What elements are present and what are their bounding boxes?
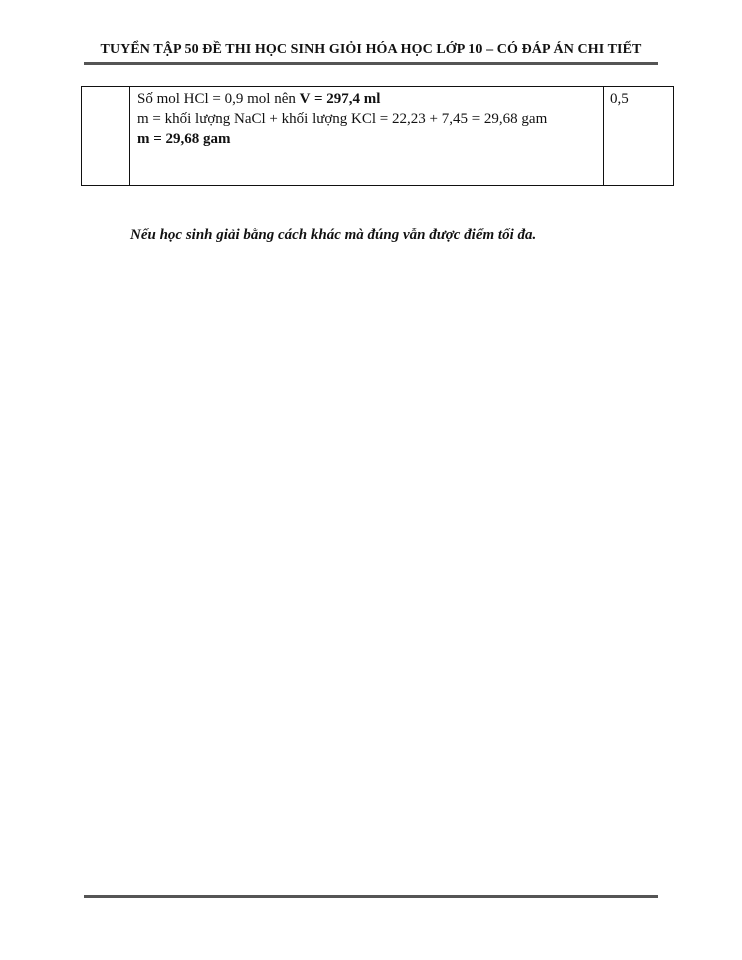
table-row — [82, 87, 674, 186]
index-cell — [82, 87, 130, 186]
answer-line-1-text: Số mol HCl = 0,9 mol nên — [137, 91, 300, 107]
header-divider — [84, 62, 658, 65]
answer-table — [81, 86, 674, 186]
grading-note: Nếu học sinh giải bằng cách khác mà đúng vẫn được điểm tối đa. — [130, 227, 537, 243]
footer-divider — [84, 895, 658, 898]
answer-line-3: m = 29,68 gam — [137, 131, 231, 147]
answer-line-1-result: V = 297,4 ml — [299, 91, 381, 107]
answer-line-1 — [137, 89, 603, 109]
score-cell: 0,5 — [604, 87, 674, 186]
answer-line-2: m = khối lượng NaCl + khối lượng KCl = 22,23 + 7,45 = 29,68 gam — [137, 111, 548, 127]
page-header-title: TUYỂN TẬP 50 ĐỀ THI HỌC SINH GIỎI HÓA HỌC LỚP 10 – CÓ ĐÁP ÁN CHI TIẾT — [100, 42, 642, 57]
answer-content-cell — [130, 87, 604, 186]
